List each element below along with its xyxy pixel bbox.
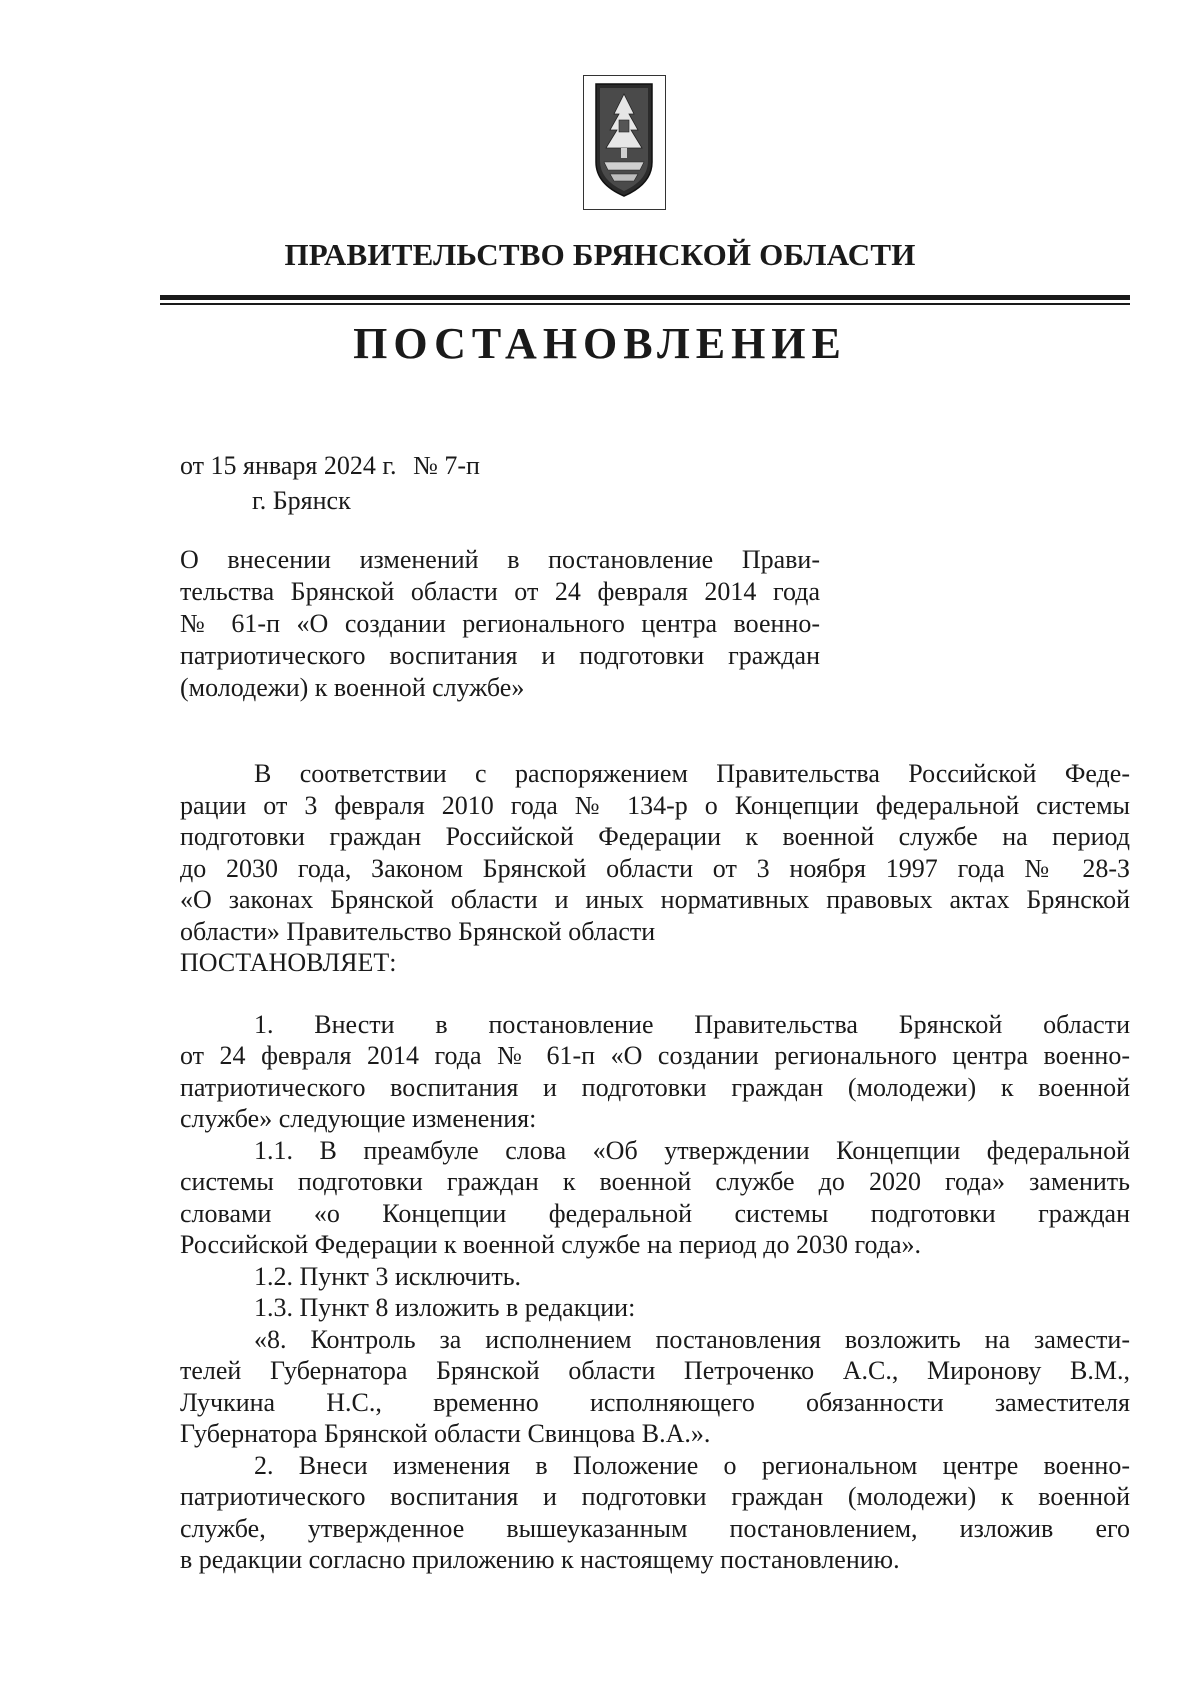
header-rule-thick	[160, 295, 1130, 300]
body-line: Лучкина Н.С., временно исполняющего обязанности заместителя	[180, 1387, 1130, 1417]
body-line: патриотического воспитания и подготовки граждан (молодежи) к военной	[180, 1072, 1130, 1102]
body-line: В соответствии с распоряжением Правительства Российской Феде-	[254, 759, 1130, 788]
subject-line: патриотического воспитания и подготовки граждан	[180, 641, 820, 670]
item-8-quote	[180, 1324, 1130, 1450]
body-line: 1.1. В преамбуле слова «Об утверждении Концепции федеральной	[254, 1135, 1130, 1165]
organization-name: ПРАВИТЕЛЬСТВО БРЯНСКОЙ ОБЛАСТИ	[284, 237, 916, 272]
document-body	[180, 758, 1130, 1576]
body-line: «О законах Брянской области и иных нормативных правовых актах Брянской	[180, 885, 1130, 914]
body-line: 1.3. Пункт 8 изложить в редакции:	[254, 1293, 636, 1322]
subject-line: (молодежи) к военной службе»	[180, 673, 525, 702]
resolves-heading: ПОСТАНОВЛЯЕТ:	[180, 948, 397, 977]
body-line: «8. Контроль за исполнением постановления возложить на замести-	[254, 1324, 1130, 1354]
item-1-2	[180, 1261, 1130, 1293]
body-line: до 2030 года, Законом Брянской области от 3 ноября 1997 года № 28-З	[180, 853, 1130, 883]
preamble-paragraph	[180, 758, 1130, 947]
body-line: патриотического воспитания и подготовки граждан (молодежи) к военной	[180, 1482, 1130, 1511]
body-line: 1. Внести в постановление Правительства Брянской области	[254, 1009, 1130, 1039]
subject-line: № 61-п «О создании регионального центра военно-	[180, 609, 820, 638]
document-date-number	[180, 451, 490, 481]
body-line: системы подготовки граждан к военной службе до 2020 года» заменить	[180, 1167, 1130, 1196]
item-2	[180, 1450, 1130, 1576]
document-subject	[180, 544, 820, 704]
body-line: от 24 февраля 2014 года № 61-п «О создании регионального центра военно-	[180, 1041, 1130, 1070]
body-line: 2. Внеси изменения в Положение о региональном центре военно-	[254, 1450, 1130, 1480]
item-1-1	[180, 1135, 1130, 1261]
document-city: г. Брянск	[252, 486, 351, 515]
subject-line: тельства Брянской области от 24 февраля 2014 года	[180, 577, 820, 606]
body-line: службе» следующие изменения:	[180, 1104, 537, 1133]
body-line: Губернатора Брянской области Свинцова В.А.».	[180, 1419, 711, 1448]
body-line: службе, утвержденное вышеуказанным постановлением, изложив его	[180, 1513, 1130, 1543]
document-date: от 15 января 2024 г.	[180, 451, 397, 480]
document-type-title: ПОСТАНОВЛЕНИЕ	[353, 319, 847, 368]
spacer	[180, 979, 1130, 1009]
bryansk-coat-of-arms-icon	[584, 76, 664, 208]
body-line: рации от 3 февраля 2010 года № 134-р о Концепции федеральной системы	[180, 790, 1130, 820]
body-line: области» Правительство Брянской области	[180, 916, 656, 946]
item-1	[180, 1009, 1130, 1135]
body-line: словами «о Концепции федеральной системы подготовки граждан	[180, 1198, 1130, 1228]
item-1-3	[180, 1292, 1130, 1324]
body-line: 1.2. Пункт 3 исключить.	[254, 1261, 522, 1291]
subject-line: О внесении изменений в постановление Прави-	[180, 545, 820, 574]
body-line: телей Губернатора Брянской области Петроченко А.С., Миронову В.М.,	[180, 1356, 1130, 1385]
body-line: подготовки граждан Российской Федерации к военной службе на период	[180, 822, 1130, 851]
coat-of-arms-emblem	[583, 75, 666, 210]
body-line: в редакции согласно приложению к настоящему постановлению.	[180, 1545, 900, 1574]
body-line: Российской Федерации к военной службе на период до 2030 года».	[180, 1230, 922, 1259]
document-number: № 7-п	[413, 451, 480, 480]
header-rule-thin	[160, 303, 1130, 305]
